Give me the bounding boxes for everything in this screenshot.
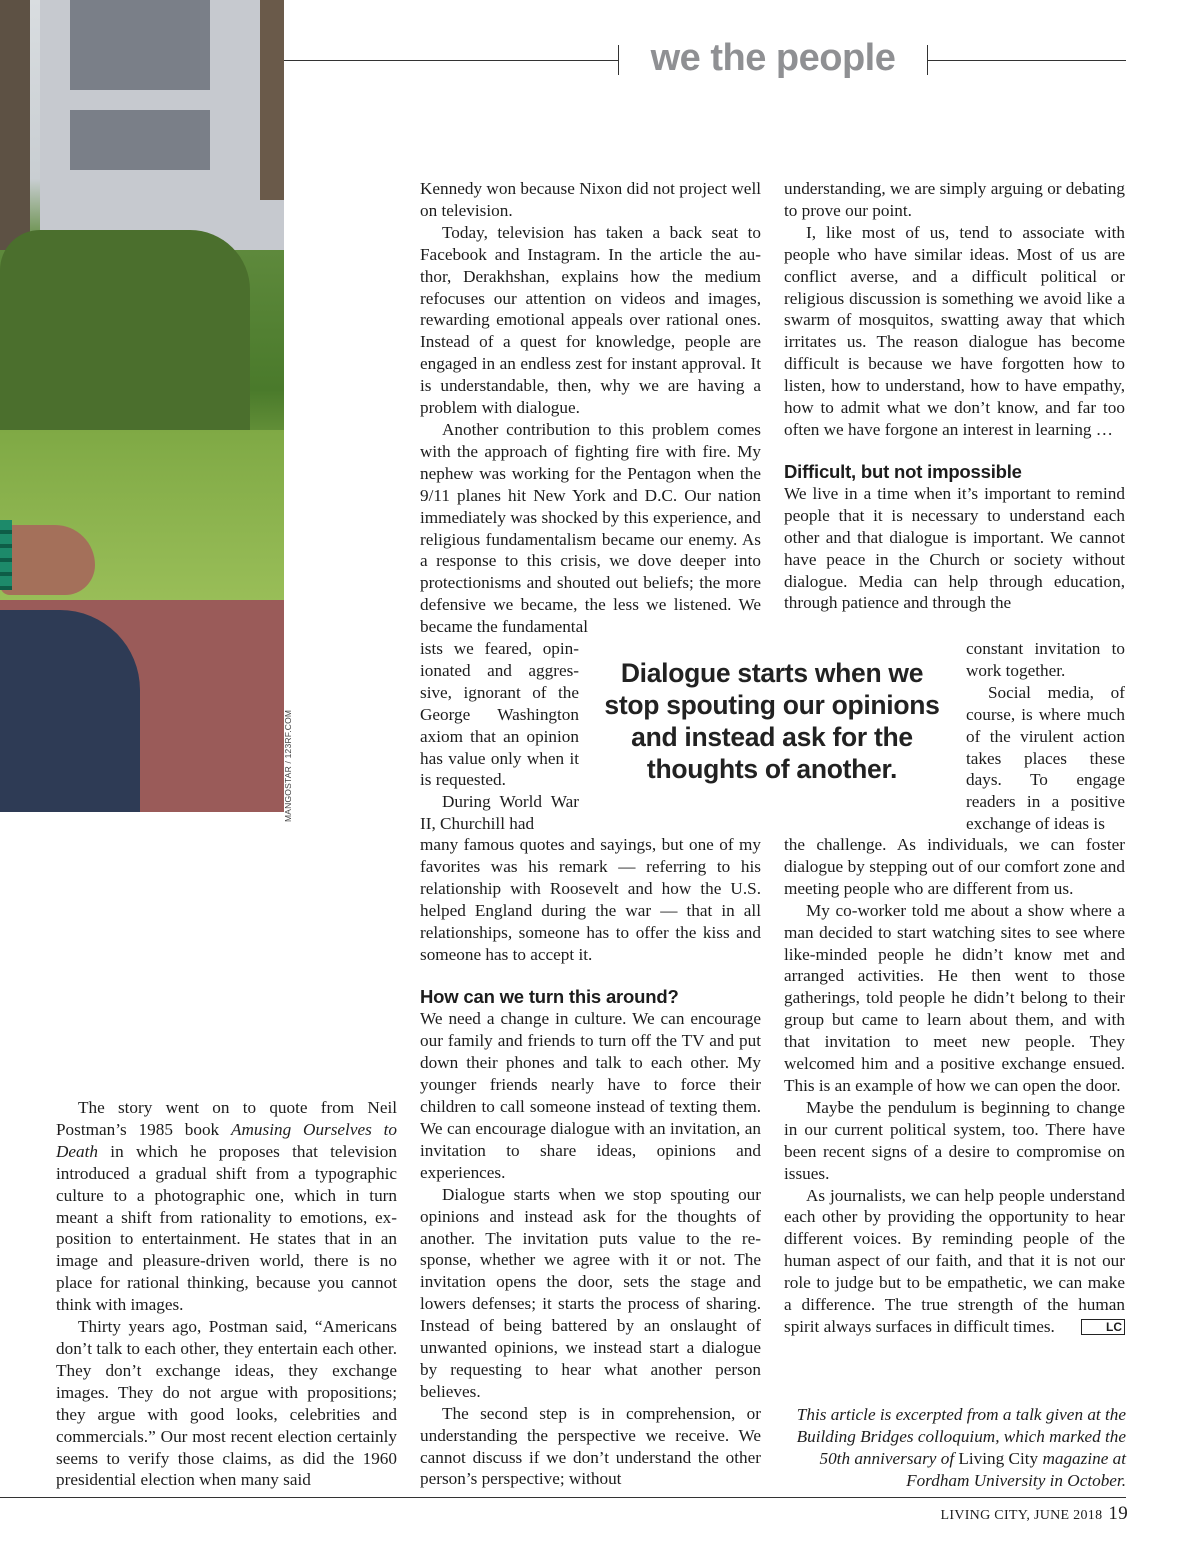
col2-wrap-text-2: During World War II, Churchill had (420, 792, 579, 834)
page-number: 19 (1108, 1503, 1128, 1524)
col3-wrap-text: constant invitation to work together. (966, 639, 1125, 680)
column-3-wrap (966, 638, 1125, 835)
photo-sleeve (0, 610, 140, 812)
col3-paragraph-4: Maybe the pendulum is beginning to change in our current political system, too. There have been recent signs of a desire to compromise on issues. (784, 1097, 1125, 1183)
header-tick-left (618, 45, 619, 75)
column-3-bottom (784, 834, 1125, 1338)
column-2-top (420, 178, 761, 638)
column-2-bottom (420, 834, 761, 1490)
col2-section-paragraph-1: We need a change in culture. We can encourage our family and friends to turn off the TV and put down their phones and talk to each other. My younger friends nearly have to force their children to call someone instead of texting them. We can encourage dialogue with an invitation, an invitation to share ideas, opinions and experiences. (420, 1009, 761, 1182)
col2-section-paragraph-3: The second step is in comprehension, or understanding the perspective we receive. We cannot discuss if we don’t understand the other person’s perspective; without (420, 1403, 761, 1489)
col3-paragraph-2: I, like most of us, tend to associate with people who have similar ideas. Most of us are conflict averse, and a difficult political or religious discussion is something we avoid like a swarm of mosquitos, swatting away that which irritates us. The reason dialogue has become difficult is because we have forgotten how to listen, how to understand, how to have empathy, how to admit what we don’t know, and far too often we have forgone an interest in learning … (784, 222, 1125, 439)
col2-wrap-text: ists we feared, opinionated and aggressive, ignorant of the George Washington axiom that an opinion has value only when it is requested. (420, 639, 579, 790)
page-footer (941, 1502, 1129, 1528)
header-rule-right (928, 60, 1126, 61)
col3-paragraph-3: My co-worker told me about a show where a man decided to start watching sites to see where like-minded people he didn’t know met and arranged activities. He then went to those gatherings, told people he didn’t belong to their group but came to learn about them, and with that invitation to meet new people. They welcomed him and a positive exchange ensued. This is an example of how we can open the door. (784, 900, 1125, 1095)
col3-paragraph-1: understanding, we are simply arguing or debating to prove our point. (784, 179, 1125, 220)
col2-paragraph-1: Kennedy won because Nixon did not project well on television. (420, 179, 761, 220)
end-mark-icon: LC (1081, 1319, 1125, 1335)
photo-credit: MANGOSTAR / 123RF.COM (283, 709, 293, 822)
col2-after-wrap: many famous quotes and sayings, but one of my favorites was his remark — referring to his relationship with Roosevelt and how the U.S. helped England during the war — that in all relationships, someone has to offer the kiss and someone has to accept it. (420, 835, 761, 964)
header-rule-left (284, 60, 618, 61)
footer-rule (0, 1497, 1126, 1498)
article-note: This article is excerpted from a talk given at the Building Bridges colloquium, which marked the 50th anniversary of Living City magazine at Fordham University in October. (796, 1405, 1126, 1490)
col3-wrap-text-2: Social media, of course, is where much of the virulent action takes places these days. To engage readers in a positive exchange of ideas is (966, 682, 1125, 834)
col1-paragraph-2: Thirty years ago, Postman said, “Americans don’t talk to each other, they entertain each other. They don’t exchange ideas, they exchange images. They do not argue with propositions; they argue with good looks, celebrities and commercials.” Our most recent election certainly seems to verify those claims, as did the 1960 presidential election when many said (56, 1317, 397, 1490)
col3-after-wrap: the challenge. As individuals, we can foster dialogue by stepping out of our comfort zone and meeting people who are different from us. (784, 835, 1125, 898)
col2-section-paragraph-2: Dialogue starts when we stop spouting our opinions and instead ask for the thoughts of another. The invitation puts value to the response, whether we agree with it or not. The invitation opens the door, sets the stage and lowers defenses; it starts the process of sharing. Instead of being battered by an onslaught of unwanted opinions, we instead start a dialogue by requesting to hear what another person believes. (420, 1184, 761, 1401)
magazine-name: Living City (958, 1449, 1039, 1468)
col3-section-start: We live in a time when it’s important to remind people that it is necessary to understand each other and that dialogue is important. We cannot have peace in the Church or society without dialogue. Media can help through education, through patience and through the (784, 483, 1125, 613)
photo-building (40, 0, 284, 250)
section-title: we the people (650, 37, 896, 79)
col2-paragraph-2: Today, television has taken a back seat to Facebook and Instagram. In the article the author, Derakhshan, explains how the medium refocuses our attention on videos and images, rewarding emotional appeals over rational ones. Instead of a quest for knowledge, people are engaged in an endless zest for instant approval. It is understandable, then, why we are having a problem with dialogue. (420, 222, 761, 418)
photo-tree (0, 0, 30, 250)
book-title: Amusing Ourselves to Death (56, 1119, 397, 1161)
photo-hedge (0, 230, 250, 430)
col3-paragraph-5: As journalists, we can help people understand each other by providing the opportunity to hear different voices. By reminding people of the human aspect of our faith, and that it is not our role to judge but to be empathetic, we can make a difference. The true strength of the human spirit always surfaces in difficult times. LC (784, 1185, 1125, 1336)
column-1 (56, 1097, 397, 1491)
article-photo (0, 0, 284, 812)
col2-heading: How can we turn this around? (420, 986, 679, 1008)
col2-paragraph-3: Another contribution to this problem comes with the approach of fighting fire with fire. My nephew was working for the Pentagon when the 9/11 planes hit New York and D.C. Our nation immediately was shocked by this experience, and religious fundamentalism became our enemy. As a response to this crisis, we dove deeper into protectionisms and shouted out beliefs; the more defensive we became, the less we listened. We became the fundamental (420, 419, 761, 637)
column-3-top (784, 178, 1125, 614)
col1-paragraph-1: The story went on to quote from Neil Postman’s 1985 book Amusing Ourselves to Death in which he proposes that television introduced a gradual shift from a typographic culture to a photographic one, which in turn meant a shift from rationality to emotions, exposition to entertainment. He states that in an image and pleasure-driven world, there is no place for rational thinking, because you cannot think with images. (56, 1098, 397, 1315)
photo-hand (0, 525, 95, 595)
pull-quote: Dialogue starts when we stop spouting our opinions and instead ask for the thoughts of another. (604, 658, 940, 784)
column-2-wrap (420, 638, 579, 835)
col3-heading: Difficult, but not impossible (784, 460, 1022, 482)
publication-line: LIVING CITY, JUNE 2018 (940, 1508, 1103, 1523)
photo-bracelet (0, 520, 12, 590)
